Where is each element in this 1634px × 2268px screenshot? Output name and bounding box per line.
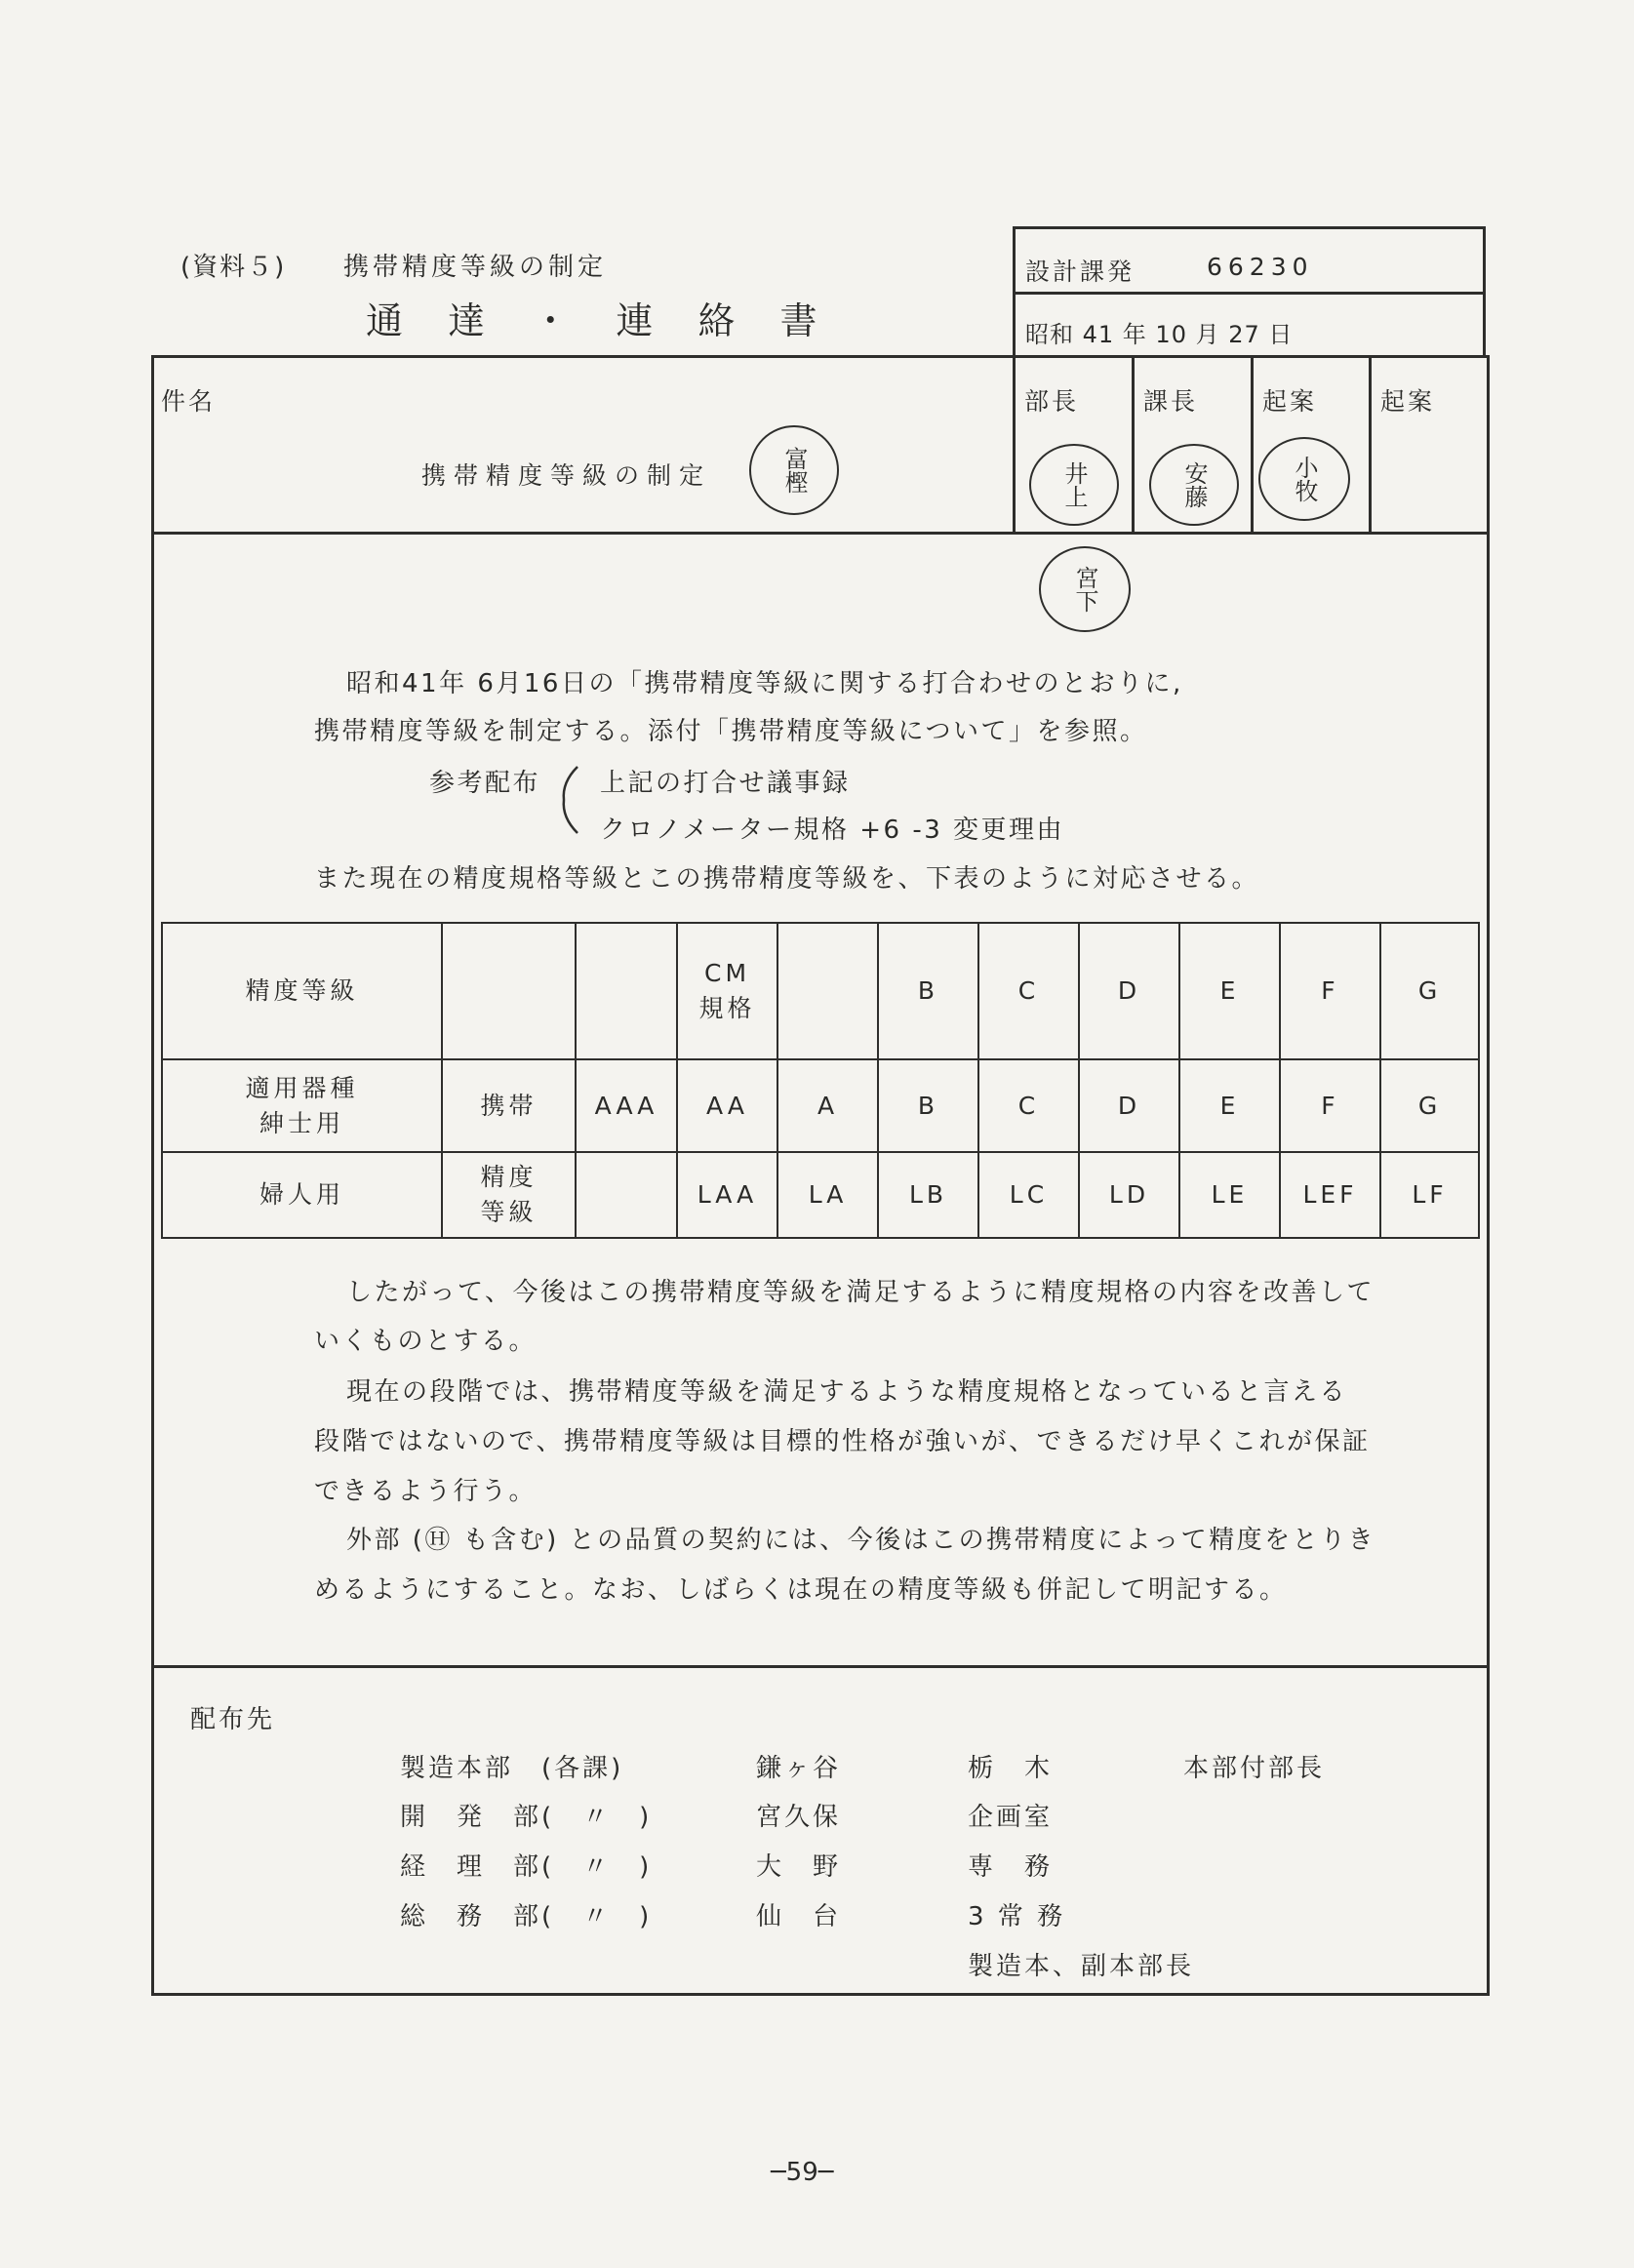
divider	[1132, 355, 1135, 534]
distribution-item: 製造本部 (各課)	[400, 1754, 624, 1783]
closing-line: したがって、今後はこの携帯精度等級を満足するように精度規格の内容を改善して	[346, 1278, 1375, 1307]
table-cell: A	[777, 1059, 878, 1152]
title-char: 絡	[697, 299, 737, 342]
table-cell: AAA	[576, 1059, 677, 1152]
distribution-item: 栃 木	[968, 1754, 1054, 1783]
approval-seal	[1029, 444, 1119, 526]
divider	[1013, 355, 1016, 534]
table-cell: LB	[878, 1152, 978, 1238]
approval-seal	[1039, 546, 1131, 632]
distribution-label: 配布先	[190, 1705, 276, 1734]
seal-text: 安藤	[1180, 461, 1208, 508]
approval-header: 課長	[1143, 387, 1199, 416]
table-cell: CM 規格	[677, 923, 777, 1059]
row-label: 適用器種 紳士用	[162, 1059, 442, 1152]
row-sublabel: 携帯	[442, 1059, 576, 1152]
closing-line: めるようにすること。なお、しばらくは現在の精度等級も併記して明記する。	[314, 1575, 1288, 1605]
distribution-item: 仙 台	[756, 1902, 842, 1931]
table-cell: G	[1380, 923, 1479, 1059]
distribution-item: 経 理 部( 〃 )	[400, 1852, 653, 1882]
table-cell: LEF	[1280, 1152, 1380, 1238]
table-cell: B	[878, 923, 978, 1059]
table-row	[162, 1059, 1479, 1152]
author-seal	[749, 425, 839, 515]
table-cell: LAA	[677, 1152, 777, 1238]
seal-text: 富樫	[780, 447, 808, 494]
distribution-item: 大 野	[756, 1852, 842, 1882]
table-cell: C	[978, 923, 1079, 1059]
distribution-item: 宮久保	[756, 1803, 842, 1832]
intro-line: 携帯精度等級を制定する。添付「携帯精度等級について」を参照。	[314, 717, 1148, 746]
page-number: ─59─	[771, 2158, 834, 2187]
date: 昭和 41 年 10 月 27 日	[1025, 321, 1294, 348]
document-label: (資料５)	[180, 253, 287, 282]
approval-header: 起案	[1380, 387, 1436, 416]
table-cell	[576, 923, 677, 1059]
row-label: 婦人用	[162, 1152, 442, 1238]
table-row	[162, 1152, 1479, 1238]
doc-number: 66230	[1207, 253, 1314, 281]
table-cell: E	[1179, 1059, 1280, 1152]
distribution-item: 開 発 部( 〃 )	[400, 1803, 653, 1832]
approval-seal	[1258, 437, 1350, 521]
ref-item: クロノメーター規格 +6 -3 変更理由	[600, 816, 1065, 845]
mapping-line: また現在の精度規格等級とこの携帯精度等級を、下表のように対応させる。	[314, 864, 1260, 894]
grade-table	[161, 922, 1480, 1239]
distribution-item: 鎌ヶ谷	[756, 1754, 842, 1783]
seal-text: 井上	[1060, 461, 1088, 508]
approval-header: 起案	[1262, 387, 1318, 416]
table-cell: C	[978, 1059, 1079, 1152]
distribution-item: 総 務 部( 〃 )	[400, 1902, 653, 1931]
subject-text: 携帯精度等級の制定	[421, 461, 712, 490]
table-cell: LC	[978, 1152, 1079, 1238]
distribution-item: 製造本、副本部長	[968, 1952, 1195, 1981]
table-cell: D	[1079, 1059, 1179, 1152]
row-sublabel: 精度 等級	[442, 1152, 576, 1238]
table-cell	[576, 1152, 677, 1238]
title-char: 達	[448, 299, 488, 342]
table-cell: LA	[777, 1152, 878, 1238]
closing-line: できるよう行う。	[314, 1477, 538, 1506]
divider	[1251, 355, 1254, 534]
intro-line: 昭和41年 6月16日の「携帯精度等級に関する打合わせのとおりに,	[346, 669, 1183, 698]
distribution-item: 企画室	[968, 1803, 1054, 1832]
table-cell: D	[1079, 923, 1179, 1059]
document-title	[366, 291, 819, 344]
table-cell: AA	[677, 1059, 777, 1152]
table-cell	[442, 923, 576, 1059]
subject-label: 件名	[161, 387, 217, 416]
ref-item: 上記の打合せ議事録	[600, 769, 851, 798]
distribution-item: 3 常 務	[968, 1902, 1066, 1931]
table-cell: LD	[1079, 1152, 1179, 1238]
closing-line: 段階ではないので、携帯精度等級は目標的性格が強いが、できるだけ早くこれが保証	[314, 1427, 1371, 1456]
title-char: 書	[779, 299, 819, 342]
document-subject: 携帯精度等級の制定	[343, 253, 608, 282]
approval-seal	[1149, 444, 1239, 526]
table-cell: G	[1380, 1059, 1479, 1152]
divider	[151, 1665, 1490, 1668]
table-cell: LF	[1380, 1152, 1479, 1238]
title-char: 連	[616, 299, 656, 342]
distribution-item: 専 務	[968, 1852, 1054, 1882]
distribution-item: 本部付部長	[1183, 1754, 1326, 1783]
table-cell: LE	[1179, 1152, 1280, 1238]
table-row	[162, 923, 1479, 1059]
table-cell: B	[878, 1059, 978, 1152]
bracket-icon	[558, 765, 581, 835]
table-cell: F	[1280, 1059, 1380, 1152]
title-char: ・	[532, 299, 572, 342]
meta-box	[1013, 226, 1486, 358]
seal-text: 宮下	[1071, 566, 1098, 613]
ref-label: 参考配布	[429, 769, 541, 798]
row-label: 精度等級	[162, 923, 442, 1059]
table-cell	[777, 923, 878, 1059]
closing-line: 外部 (Ⓗ も含む) との品質の契約には、今後はこの携帯精度によって精度をとりき	[346, 1526, 1376, 1555]
table-cell: E	[1179, 923, 1280, 1059]
seal-text: 小牧	[1291, 456, 1318, 502]
divider	[151, 532, 1490, 535]
divider	[1369, 355, 1372, 534]
approval-header: 部長	[1024, 387, 1080, 416]
title-char: 通	[366, 299, 406, 342]
department: 設計課発	[1025, 258, 1136, 286]
closing-line: 現在の段階では、携帯精度等級を満足するような精度規格となっていると言える	[346, 1377, 1348, 1407]
table-cell: F	[1280, 923, 1380, 1059]
closing-line: いくものとする。	[314, 1327, 538, 1356]
